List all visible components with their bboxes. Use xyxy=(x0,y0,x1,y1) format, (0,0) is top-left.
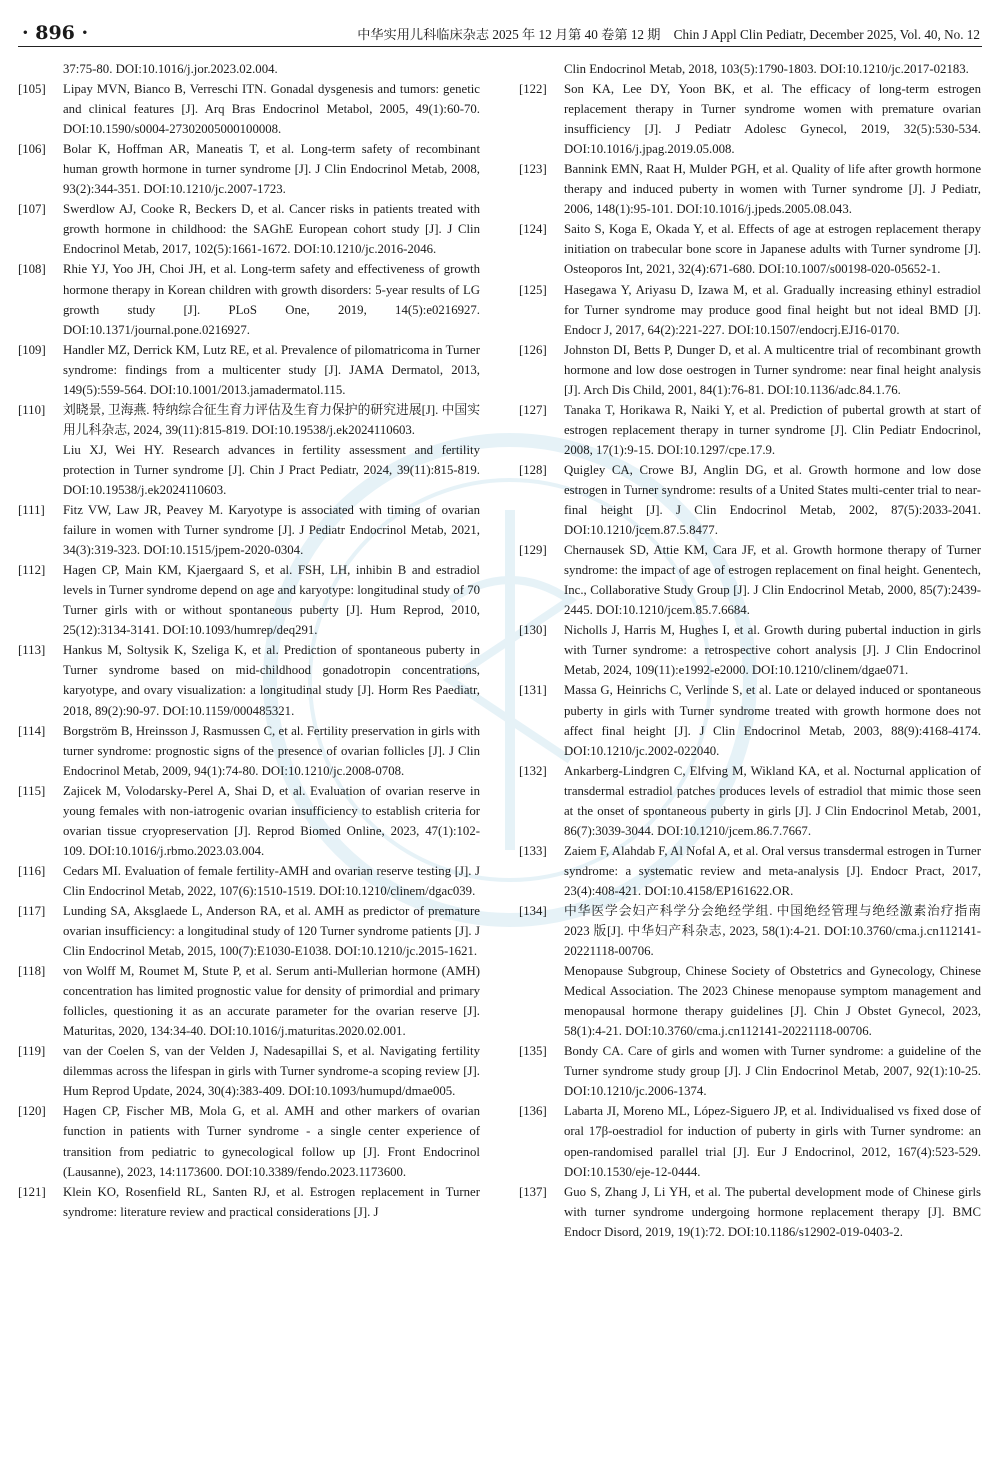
reference-item xyxy=(519,340,981,400)
reference-text: Cedars MI. Evaluation of female fertility-AMH and ovarian reserve testing [J]. J Clin Endocrinol Metab, 2022, 107(6):1510-1519. DOI:10.1210/clinem/dgac039. xyxy=(63,863,480,898)
reference-number: [121] xyxy=(18,1184,46,1199)
reference-item xyxy=(519,540,981,620)
reference-item xyxy=(519,761,981,841)
reference-number: [116] xyxy=(18,863,46,878)
reference-text: Son KA, Lee DY, Yoon BK, et al. The efficacy of long-term estrogen replacement therapy in Turner syndrome women with premature ovarian insufficiency [J]. J Pediatr Adolesc Gynecol, 2019, 32(5):530-534. DOI:10.1016/j.jpag.2019.05.008. xyxy=(564,82,981,157)
reference-number: [124] xyxy=(519,222,547,237)
reference-item xyxy=(519,400,981,460)
reference-text: Quigley CA, Crowe BJ, Anglin DG, et al. Growth hormone and low dose estrogen in Turner syndrome: results of a United States multi-center trial to near-final height [J]. J Clin Endocrinol Metab, 2002, 87(5):2033-2041. DOI:10.1210/jcem.87.5.8477. xyxy=(564,462,981,538)
reference-number: [131] xyxy=(519,683,547,698)
reference-text: van der Coelen S, van der Velden J, Nadesapillai S, et al. Navigating fertility dilemmas across the lifespan in girls with Turner syndrome-a scoping review [J]. Hum Reprod Update, 2024, 30(4):383-409. DOI:10.1093/humupd/dmae005. xyxy=(63,1044,480,1099)
reference-item xyxy=(519,1182,981,1242)
reference-number: [134] xyxy=(519,903,547,918)
reference-text: Tanaka T, Horikawa R, Naiki Y, et al. Prediction of pubertal growth at start of estrogen replacement therapy in turner syndrome [J]. Clin Pediatr Endocrinol, 2008, 17(1):9-15. DOI:10.1297/cpe.17.9. xyxy=(564,402,981,457)
reference-text: Bolar K, Hoffman AR, Maneatis T, et al. Long-term safety of recombinant human growth hormone in turner syndrome [J]. J Clin Endocrinol Metab, 2008, 93(2):344-351. DOI:10.1210/jc.2007-1723. xyxy=(63,142,480,197)
reference-text: Nicholls J, Harris M, Hughes I, et al. Growth during pubertal induction in girls with Turner syndrome: a retrospective cohort analysis [J]. J Clin Endocrinol Metab, 2024, 109(11):e1992-e2000. DOI:10.1210/clinem/dgae071. xyxy=(564,623,981,678)
reference-text: Labarta JI, Moreno ML, López-Siguero JP, et al. Individualised vs fixed dose of oral 17β-oestradiol for induction of puberty in girls with Turner syndrome: an open-randomised parallel trial [J]. Eur J Endocrinol, 2012, 167(4):523-529. DOI:10.1530/eje-12-0444. xyxy=(564,1104,981,1179)
reference-number: [127] xyxy=(519,402,547,417)
reference-number: [109] xyxy=(18,342,46,357)
reference-item xyxy=(18,560,480,640)
reference-number: [130] xyxy=(519,623,547,638)
reference-text: Fitz VW, Law JR, Peavey M. Karyotype is associated with timing of ovarian failure in women with Turner syndrome [J]. J Pediatr Endocrinol Metab, 2021, 34(3):319-323. DOI:10.1515/jpem-2020-0304. xyxy=(63,503,480,558)
reference-text: Handler MZ, Derrick KM, Lutz RE, et al. Prevalence of pilomatricoma in Turner syndrome: findings from a multicenter study [J]. JAMA Dermatol, 2013, 149(5):559-564. DOI:10.1001/2013.jamadermatol.115. xyxy=(63,342,480,397)
reference-item xyxy=(18,721,480,781)
reference-number: [112] xyxy=(18,563,46,578)
reference-number: [133] xyxy=(519,843,547,858)
reference-text: Bannink EMN, Raat H, Mulder PGH, et al. Quality of life after growth hormone therapy and induced puberty in women with Turner syndrome [J]. J Pediatr, 2006, 148(1):95-101. DOI:10.1016/j.jpeds.2005.08.043. xyxy=(564,162,981,217)
journal-citation-line: 中华实用儿科临床杂志 2025 年 12 月第 40 卷第 12 期 Chin J Appl Clin Pediatr, December 2025, Vol. 40, No. 12 xyxy=(357,27,980,42)
reference-number: [118] xyxy=(18,964,46,979)
reference-item xyxy=(18,640,480,720)
reference-text: Lipay MVN, Bianco B, Verreschi ITN. Gonadal dysgenesis and tumors: genetic and clinical features [J]. Arq Bras Endocrinol Metabol, 2005, 49(1):60-70. DOI:10.1590/s0004-27302005000100008. xyxy=(63,82,480,137)
reference-text: Saito S, Koga E, Okada Y, et al. Effects of age at estrogen replacement therapy initiation on trabecular bone score in Japanese adults with Turner syndrome [J]. Osteoporos Int, 2021, 32(4):671-680. DOI:10.1007/s00198-020-05652-1. xyxy=(564,222,981,277)
reference-text: Hankus M, Soltysik K, Szeliga K, et al. Prediction of spontaneous puberty in Turner syndrome based on mid-childhood gonadotropin concentrations, karyotype, and ovary visualization: a longitudinal study [J]. Horm Res Paediatr, 2018, 89(2):90-97. DOI:10.1159/000485321. xyxy=(63,643,480,718)
reference-continuation xyxy=(519,59,981,79)
reference-item xyxy=(519,1041,981,1101)
reference-item xyxy=(519,620,981,680)
reference-number: [126] xyxy=(519,342,547,357)
reference-number: [110] xyxy=(18,402,46,417)
reference-text: Hasegawa Y, Ariyasu D, Izawa M, et al. Gradually increasing ethinyl estradiol for Turner syndrome may produce good final height but not ideal BMD [J]. Endocr J, 2017, 64(2):221-227. DOI:10.1507/endocrj.EJ16-0170. xyxy=(564,282,981,337)
reference-number: [128] xyxy=(519,462,547,477)
reference-item xyxy=(519,901,981,1041)
reference-text: Zaiem F, Alahdab F, Al Nofal A, et al. Oral versus transdermal estrogen in Turner syndrome: a systematic review and meta-analysis [J]. Endocr Pract, 2017, 23(4):408-421. DOI:10.4158/EP161622.OR. xyxy=(564,843,981,898)
reference-item xyxy=(18,139,480,199)
right-column xyxy=(519,59,981,1242)
reference-text: Borgström B, Hreinsson J, Rasmussen C, et al. Fertility preservation in girls with turner syndrome: prognostic signs of the presence of ovarian follicles [J]. J Clin Endocrinol Metab, 2009, 94(1):74-80. DOI:10.1210/jc.2008-0708. xyxy=(63,723,480,778)
reference-number: [106] xyxy=(18,142,46,157)
reference-item xyxy=(519,79,981,159)
reference-text: 中华医学会妇产科学分会绝经学组. 中国绝经管理与绝经激素治疗指南 2023 版[J]. 中华妇产科杂志, 2023, 58(1):4-21. DOI:10.3760/cma.j.cn112141-20221118-00706. xyxy=(564,903,981,959)
reference-number: [108] xyxy=(18,262,46,277)
reference-item xyxy=(18,259,480,339)
reference-number: [105] xyxy=(18,82,46,97)
reference-item xyxy=(18,861,480,901)
reference-number: [122] xyxy=(519,82,547,97)
reference-text: von Wolff M, Roumet M, Stute P, et al. Serum anti-Mullerian hormone (AMH) concentration has limited prognostic value for density of primordial and primary follicles, questioning it as an accurate parameter for the ovarian reserve [J]. Maturitas, 2020, 134:34-40. DOI:10.1016/j.maturitas.2020.02.001. xyxy=(63,964,480,1039)
running-header xyxy=(18,20,982,47)
reference-text: Bondy CA. Care of girls and women with Turner syndrome: a guideline of the Turner syndrome study group [J]. J Clin Endocrinol Metab, 2007, 92(1):10-25. DOI:10.1210/jc.2006-1374. xyxy=(564,1044,981,1099)
reference-text: Hagen CP, Main KM, Kjaergaard S, et al. FSH, LH, inhibin B and estradiol levels in Turner syndrome depend on age and karyotype: longitudinal study of 70 Turner girls with or without spontaneous puberty [J]. Hum Reprod, 2010, 25(12):3134-3141. DOI:10.1093/humrep/deq291. xyxy=(63,563,480,638)
reference-item xyxy=(519,460,981,540)
reference-text: Johnston DI, Betts P, Dunger D, et al. A multicentre trial of recombinant growth hormone and low dose oestrogen in Turner syndrome: near final height analysis [J]. Arch Dis Child, 2001, 84(1):76-81. DOI:10.1136/adc.84.1.76. xyxy=(564,342,981,397)
reference-item xyxy=(18,340,480,400)
reference-number: [120] xyxy=(18,1104,46,1119)
reference-item xyxy=(519,159,981,219)
page-number: · 896 · xyxy=(22,22,89,44)
reference-text: Rhie YJ, Yoo JH, Choi JH, et al. Long-term safety and effectiveness of growth hormone therapy in Korean children with growth disorders: 5-year results of LG growth study [J]. PLoS One, 2019, 14(5):e0216927. DOI:10.1371/journal.pone.0216927. xyxy=(63,262,480,337)
reference-item xyxy=(18,500,480,560)
reference-number: [129] xyxy=(519,543,547,558)
reference-text: Klein KO, Rosenfield RL, Santen RJ, et al. Estrogen replacement in Turner syndrome: literature review and practical considerations [J]. J xyxy=(63,1184,480,1219)
reference-item xyxy=(18,1101,480,1181)
reference-number: [125] xyxy=(519,282,547,297)
reference-translation: Liu XJ, Wei HY. Research advances in fertility assessment and fertility protection in Turner syndrome [J]. Chin J Pract Pediatr, 2024, 39(11):815-819. DOI:10.19538/j.ek2024110603. xyxy=(63,442,480,497)
reference-item xyxy=(519,219,981,279)
reference-number: [135] xyxy=(519,1044,547,1059)
reference-number: [132] xyxy=(519,763,547,778)
reference-translation: Menopause Subgroup, Chinese Society of Obstetrics and Gynecology, Chinese Medical Association. The 2023 Chinese menopause symptom management and menopausal hormone therapy guidelines [J]. Chin J Obstet Gynecol, 2023, 58(1):4-21. DOI:10.3760/cma.j.cn112141-20221118-00706. xyxy=(564,964,981,1039)
reference-text: Ankarberg-Lindgren C, Elfving M, Wikland KA, et al. Nocturnal application of transdermal estradiol patches produces levels of estradiol that mimic those seen at the onset of spontaneous puberty in girls [J]. J Clin Endocrinol Metab, 2001, 86(7):3039-3044. DOI:10.1210/jcem.86.7.7667. xyxy=(564,763,981,838)
reference-text: Guo S, Zhang J, Li YH, et al. The pubertal development mode of Chinese girls with turner syndrome undergoing hormone replacement therapy [J]. BMC Endocr Disord, 2019, 19(1):72. DOI:10.1186/s12902-019-0403-2. xyxy=(564,1184,981,1239)
reference-number: [137] xyxy=(519,1184,547,1199)
reference-item xyxy=(18,961,480,1041)
reference-item xyxy=(519,680,981,760)
reference-text: 37:75-80. DOI:10.1016/j.jor.2023.02.004. xyxy=(63,62,278,76)
reference-item xyxy=(519,1101,981,1181)
reference-item xyxy=(18,901,480,961)
reference-number: [115] xyxy=(18,783,46,798)
reference-number: [119] xyxy=(18,1044,46,1059)
reference-text: Hagen CP, Fischer MB, Mola G, et al. AMH and other markers of ovarian function in patients with Turner syndrome - a single center experience of transition from pediatric to gynecological follow up [J]. Front Endocrinol (Lausanne), 2023, 14:1173600. DOI:10.3389/fendo.2023.1173600. xyxy=(63,1104,480,1179)
reference-item xyxy=(18,1182,480,1222)
reference-text: Lunding SA, Aksglaede L, Anderson RA, et al. AMH as predictor of premature ovarian insufficiency: a longitudinal study of 120 Turner syndrome patients [J]. J Clin Endocrinol Metab, 2015, 100(7):E1030-E1038. DOI:10.1210/jc.2015-1621. xyxy=(63,903,480,959)
reference-number: [123] xyxy=(519,162,547,177)
reference-item xyxy=(18,79,480,139)
reference-text: Massa G, Heinrichs C, Verlinde S, et al. Late or delayed induced or spontaneous puberty in girls with Turner syndrome treated with growth hormone does not affect final height [J]. J Clin Endocrinol Metab, 2003, 88(9):4168-4174. DOI:10.1210/jc.2002-022040. xyxy=(564,683,981,758)
reference-text: 刘晓景, 卫海燕. 特纳综合征生育力评估及生育力保护的研究进展[J]. 中国实用儿科杂志, 2024, 39(11):815-819. DOI:10.19538/j.ek2024110603. xyxy=(63,402,480,437)
reference-number: [107] xyxy=(18,202,46,217)
reference-text: Swerdlow AJ, Cooke R, Beckers D, et al. Cancer risks in patients treated with growth hormone in childhood: the SAGhE European cohort study [J]. J Clin Endocrinol Metab, 2017, 102(5):1661-1672. DOI:10.1210/jc.2016-2046. xyxy=(63,202,480,257)
reference-item xyxy=(18,781,480,861)
reference-number: [136] xyxy=(519,1104,547,1119)
reference-text: Zajicek M, Volodarsky-Perel A, Shai D, et al. Evaluation of ovarian reserve in young females with non-iatrogenic ovarian insufficiency to establish criteria for ovarian tissue cryopreservation [J]. Reprod Biomed Online, 2023, 47(1):102-109. DOI:10.1016/j.rbmo.2023.03.004. xyxy=(63,783,480,858)
left-column xyxy=(18,59,480,1222)
reference-item xyxy=(18,199,480,259)
reference-number: [111] xyxy=(18,503,45,518)
reference-item xyxy=(18,1041,480,1101)
reference-item xyxy=(519,841,981,901)
reference-item xyxy=(18,400,480,500)
reference-item xyxy=(519,280,981,340)
reference-number: [113] xyxy=(18,643,46,658)
reference-text: Chernausek SD, Attie KM, Cara JF, et al. Growth hormone therapy of Turner syndrome: the impact of age of estrogen replacement on final height. Genentech, Inc., Collaborative Study Group [J]. J Clin Endocrinol Metab, 2000, 85(7):2439-2445. DOI:10.1210/jcem.85.7.6684. xyxy=(564,543,981,618)
reference-text: Clin Endocrinol Metab, 2018, 103(5):1790-1803. DOI:10.1210/jc.2017-02183. xyxy=(564,62,969,76)
reference-number: [117] xyxy=(18,903,46,918)
reference-number: [114] xyxy=(18,723,46,738)
reference-continuation xyxy=(18,59,480,79)
